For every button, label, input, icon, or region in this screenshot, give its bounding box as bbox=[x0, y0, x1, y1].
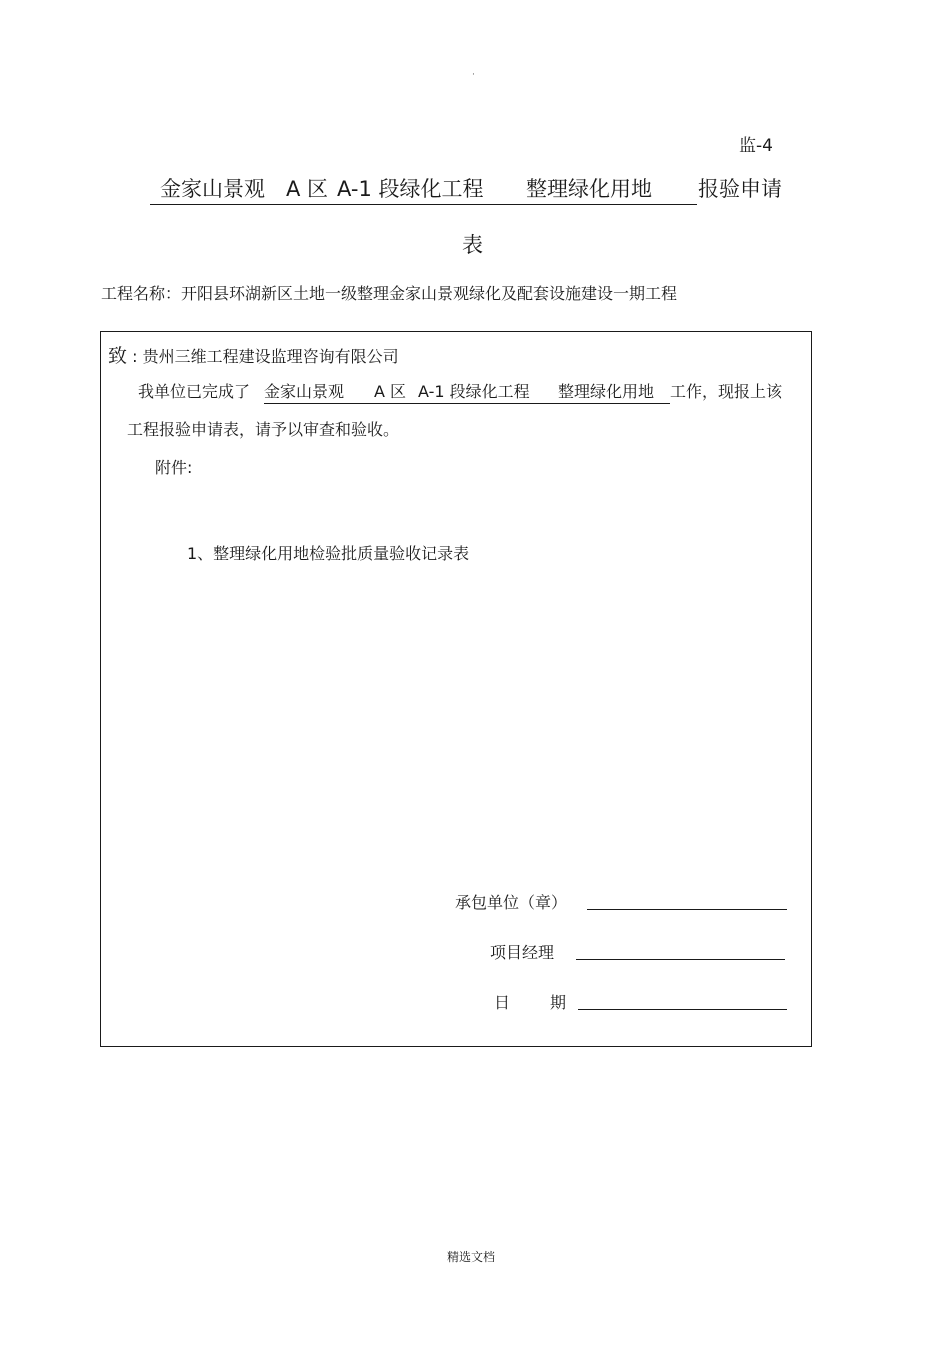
statement-line-1 bbox=[138, 379, 798, 405]
title-line-2: 表 bbox=[462, 233, 483, 257]
form-code: 监-4 bbox=[739, 136, 773, 156]
statement-fill-b: A 区 bbox=[374, 382, 407, 401]
manager-label: 项目经理 bbox=[490, 943, 555, 962]
title-part-1: 金家山景观 bbox=[160, 177, 265, 201]
statement-line-2: 工程报验申请表，请予以审查和验收。 bbox=[127, 420, 400, 439]
date-label-1: 日 bbox=[494, 993, 511, 1012]
recipient-company: 贵州三维工程建设监理咨询有限公司 bbox=[142, 347, 399, 366]
title-part-3: A-1 段绿化工程 bbox=[337, 177, 484, 201]
title-part-4: 整理绿化用地 bbox=[526, 177, 652, 201]
statement-tail: 工作，现报上该 bbox=[670, 382, 783, 401]
attachments-label: 附件: bbox=[155, 458, 193, 477]
statement-fill-c: A-1 段绿化工程 bbox=[418, 382, 530, 401]
top-dot: · bbox=[472, 70, 475, 80]
title-part-2: A 区 bbox=[286, 177, 329, 201]
statement-underline bbox=[264, 403, 670, 404]
contractor-label: 承包单位（章） bbox=[455, 893, 568, 912]
contractor-signature-line[interactable] bbox=[587, 909, 787, 910]
date-signature-line[interactable] bbox=[578, 1009, 787, 1010]
recipient-prefix: 致 bbox=[108, 345, 128, 367]
attachment-item: 1、整理绿化用地检验批质量验收记录表 bbox=[187, 544, 470, 563]
document-title bbox=[150, 173, 790, 209]
date-label-2: 期 bbox=[550, 993, 567, 1012]
statement-fill-d: 整理绿化用地 bbox=[558, 382, 655, 401]
footer-text: 精选文档 bbox=[447, 1250, 496, 1264]
title-part-5: 报验申请 bbox=[698, 177, 782, 201]
recipient-line bbox=[108, 341, 399, 368]
recipient-colon: : bbox=[132, 347, 138, 366]
statement-fill-a: 金家山景观 bbox=[264, 382, 345, 401]
title-underline bbox=[150, 204, 697, 205]
project-name: 工程名称：开阳县环湖新区土地一级整理金家山景观绿化及配套设施建设一期工程 bbox=[101, 284, 678, 303]
statement-lead: 我单位已完成了 bbox=[138, 382, 251, 401]
manager-signature-line[interactable] bbox=[576, 959, 785, 960]
